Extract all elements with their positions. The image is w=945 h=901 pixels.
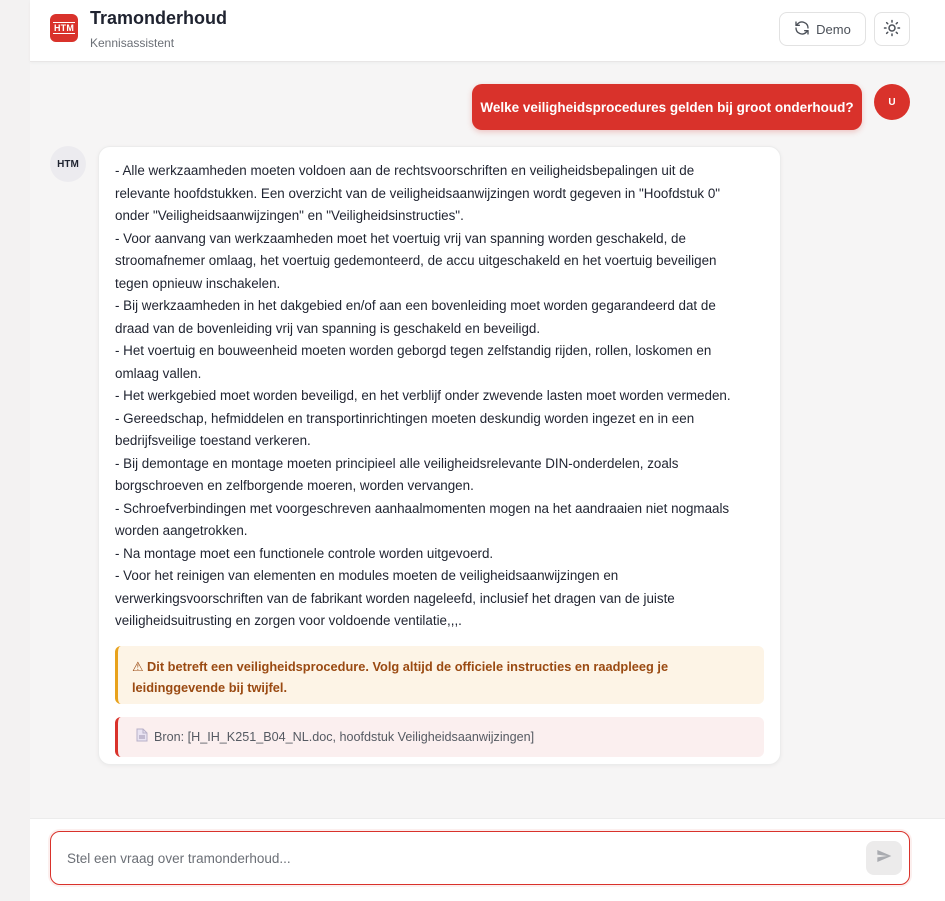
bot-message	[98, 146, 781, 765]
composer-area	[30, 818, 945, 901]
warning-icon: ⚠	[132, 658, 144, 674]
htm-logo	[50, 14, 78, 42]
source-reference	[115, 717, 764, 757]
send-icon	[876, 848, 892, 869]
demo-button[interactable]	[779, 12, 866, 46]
answer-line: onder "Veiligheidsaanwijzingen" en "Veiligheidsinstructies".	[115, 208, 464, 223]
answer-line: - Gereedschap, hefmiddelen en transportinrichtingen moeten deskundig worden ingezet en in een	[115, 410, 695, 426]
answer-line: veiligheidsuitrusting en zorgen voor voldoende ventilatie,,,.	[115, 613, 462, 628]
safety-warning	[115, 646, 764, 704]
answer-line: draad van de bovenleiding vrij van spanning is geschakeld en beveiligd.	[115, 320, 541, 336]
bot-avatar: HTM	[50, 146, 86, 182]
app-window	[30, 0, 945, 901]
answer-line: - Na montage moet een functionele controle worden uitgevoerd.	[115, 545, 494, 561]
answer-line: verwerkingsvoorschriften van de fabrikant worden nageleefd, inclusief het dragen van de juiste	[115, 590, 675, 606]
answer-line: bedrijfsveilige toestand verkeren.	[115, 433, 311, 448]
answer-line: - Alle werkzaamheden moeten voldoen aan de rechtsvoorschriften en veiligheidsbepalingen uit de	[115, 163, 695, 178]
composer	[50, 831, 910, 885]
question-input[interactable]	[67, 832, 847, 884]
answer-line: - Het werkgebied moet worden beveiligd, en het verblijf onder zwevende lasten moet worden vermeden.	[115, 388, 731, 403]
answer-line: borgschroeven en zelfborgende moeren, worden vervangen.	[115, 478, 474, 493]
logo-text: HTM	[53, 23, 75, 33]
user-message: Welke veiligheidsprocedures gelden bij groot onderhoud?	[472, 84, 862, 130]
answer-line: - Voor aanvang van werkzaamheden moet het voertuig vrij van spanning worden geschakeld, de	[115, 230, 686, 246]
answer-line: tegen opnieuw inschakelen.	[115, 275, 281, 291]
answer-line: omlaag vallen.	[115, 365, 202, 381]
source-text: Bron: [H_IH_K251_B04_NL.doc, hoofdstuk Veiligheidsaanwijzingen]	[154, 729, 535, 744]
answer-line: relevante hoofdstukken. Een overzicht van de veiligheidsaanwijzingen wordt gegeven in "Hoofdstuk 0"	[115, 185, 721, 201]
answer-line: - Het voertuig en bouweenheid moeten worden geborgd tegen zelfstandig rijden, rollen, loskomen en	[115, 343, 712, 358]
demo-label: Demo	[816, 21, 851, 37]
refresh-icon	[794, 20, 810, 39]
answer-line: - Schroefverbindingen met voorgeschreven aanhaalmomenten mogen na het aandraaien niet nogmaals	[115, 500, 730, 516]
app-header	[30, 0, 945, 62]
send-button[interactable]	[866, 841, 902, 875]
app-title: Tramonderhoud	[90, 8, 228, 28]
answer-line: - Bij werkzaamheden in het dakgebied en/of aan een bovenleiding moet worden gegarandeerd dat de	[115, 298, 716, 313]
bot-answer-text	[115, 160, 764, 633]
answer-line: - Bij demontage en montage moeten principieel alle veiligheidsrelevante DIN-onderdelen, zoals	[115, 455, 679, 471]
answer-line: - Voor het reinigen van elementen en modules moeten de veiligheidsaanwijzingen en	[115, 568, 619, 583]
answer-line: stroomafnemer omlaag, het voertuig gedemonteerd, de accu uitgeschakeld en het voertuig beveiligen	[115, 253, 717, 268]
sun-icon	[883, 19, 901, 40]
document-icon	[136, 728, 148, 745]
user-avatar: U	[874, 84, 910, 120]
theme-toggle-button[interactable]	[874, 12, 910, 46]
app-subtitle: Kennisassistent	[90, 36, 175, 50]
warning-text: Dit betreft een veiligheidsprocedure. Volg altijd de officiele instructies en raadpleeg je leidinggevende bij twijfel.	[132, 658, 669, 695]
answer-line: worden aangetrokken.	[115, 523, 248, 538]
